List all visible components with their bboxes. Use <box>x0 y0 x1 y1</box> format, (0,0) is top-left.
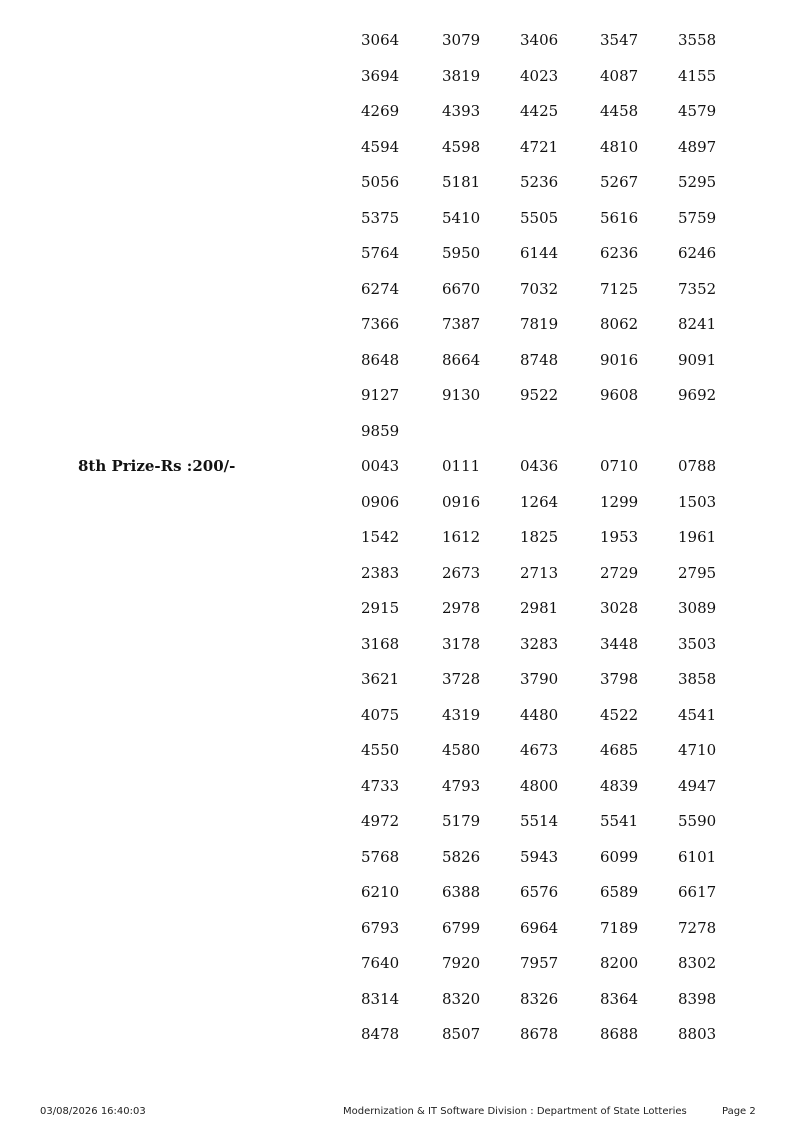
ticket-number: 6099 <box>600 847 639 866</box>
ticket-number: 5943 <box>520 847 559 866</box>
ticket-number: 5514 <box>520 812 559 830</box>
ticket-number: 1503 <box>678 492 717 511</box>
ticket-number: 0043 <box>361 457 400 475</box>
ticket-number: 5410 <box>442 208 481 227</box>
ticket-number: 6964 <box>520 918 559 937</box>
ticket-number: 8320 <box>442 989 481 1008</box>
result-row <box>0 627 800 663</box>
ticket-number: 9091 <box>678 350 717 369</box>
ticket-number: 8648 <box>361 350 400 369</box>
ticket-number: 4810 <box>600 137 639 156</box>
ticket-number: 1264 <box>520 492 559 511</box>
ticket-number: 2795 <box>678 563 717 582</box>
ticket-number: 8688 <box>600 1025 639 1043</box>
ticket-number: 2383 <box>361 563 400 582</box>
ticket-number: 7032 <box>520 279 559 298</box>
ticket-number: 3028 <box>600 599 639 617</box>
ticket-number: 5590 <box>678 812 717 830</box>
ticket-number: 0710 <box>600 457 639 475</box>
result-row <box>0 23 800 59</box>
ticket-number: 6589 <box>600 883 639 901</box>
ticket-number: 4023 <box>520 66 559 85</box>
ticket-number: 4522 <box>600 705 639 724</box>
ticket-number: 1825 <box>520 528 559 546</box>
ticket-number: 8302 <box>678 954 717 972</box>
ticket-number: 9127 <box>361 386 400 404</box>
ticket-number: 1612 <box>442 528 481 546</box>
result-row <box>0 94 800 130</box>
ticket-number: 6210 <box>361 883 400 901</box>
ticket-number: 5505 <box>520 208 559 227</box>
ticket-number: 4598 <box>442 137 481 156</box>
ticket-number: 4972 <box>361 812 400 830</box>
ticket-number: 0111 <box>442 457 481 475</box>
ticket-number: 4897 <box>678 137 717 156</box>
ticket-number: 3079 <box>442 31 481 49</box>
result-row <box>0 769 800 805</box>
ticket-number: 8478 <box>361 1025 400 1043</box>
ticket-number: 8062 <box>600 315 639 333</box>
result-row <box>0 449 800 485</box>
result-row <box>0 698 800 734</box>
ticket-number: 4594 <box>361 137 400 156</box>
ticket-number: 8241 <box>678 315 717 333</box>
ticket-number: 7819 <box>520 315 559 333</box>
ticket-number: 9016 <box>600 350 639 369</box>
ticket-number: 3089 <box>678 599 717 617</box>
ticket-number: 7387 <box>442 315 481 333</box>
ticket-number: 5616 <box>600 208 639 227</box>
ticket-number: 6670 <box>442 279 481 298</box>
ticket-number: 1542 <box>361 528 400 546</box>
ticket-number: 5541 <box>600 812 639 830</box>
result-row <box>0 201 800 237</box>
ticket-number: 8364 <box>600 989 639 1008</box>
ticket-number: 4425 <box>520 102 559 120</box>
ticket-number: 5236 <box>520 173 559 191</box>
ticket-number: 2915 <box>361 599 400 617</box>
ticket-number: 0906 <box>361 492 400 511</box>
result-row <box>0 414 800 450</box>
ticket-number: 6236 <box>600 244 639 262</box>
ticket-number: 4800 <box>520 776 559 795</box>
ticket-number: 3728 <box>442 670 481 688</box>
footer-organization: Modernization & IT Software Division : Department of State Lotteries <box>343 1106 687 1117</box>
ticket-number: 6617 <box>678 883 717 901</box>
ticket-number: 0436 <box>520 457 559 475</box>
result-row <box>0 840 800 876</box>
ticket-number: 4075 <box>361 705 400 724</box>
ticket-number: 0788 <box>678 457 717 475</box>
ticket-number: 5181 <box>442 173 481 191</box>
ticket-number: 2981 <box>520 599 559 617</box>
ticket-number: 5267 <box>600 173 639 191</box>
ticket-number: 5950 <box>442 244 481 262</box>
ticket-number: 4458 <box>600 102 639 120</box>
result-row <box>0 1017 800 1053</box>
result-row <box>0 982 800 1018</box>
ticket-number: 7366 <box>361 315 400 333</box>
ticket-number: 3558 <box>678 31 717 49</box>
ticket-number: 4579 <box>678 102 717 120</box>
ticket-number: 4947 <box>678 776 717 795</box>
ticket-number: 4087 <box>600 66 639 85</box>
result-row <box>0 165 800 201</box>
ticket-number: 5759 <box>678 208 717 227</box>
ticket-number: 8398 <box>678 989 717 1008</box>
ticket-number: 4155 <box>678 66 717 85</box>
ticket-number: 3790 <box>520 670 559 688</box>
ticket-number: 3547 <box>600 31 639 49</box>
ticket-number: 7920 <box>442 954 481 972</box>
ticket-number: 6388 <box>442 883 481 901</box>
result-row <box>0 591 800 627</box>
ticket-number: 3064 <box>361 31 400 49</box>
ticket-number: 9130 <box>442 386 481 404</box>
ticket-number: 4269 <box>361 102 400 120</box>
ticket-number: 5768 <box>361 847 400 866</box>
ticket-number: 4550 <box>361 741 400 759</box>
ticket-number: 5375 <box>361 208 400 227</box>
ticket-number: 4673 <box>520 741 559 759</box>
ticket-number: 0916 <box>442 492 481 511</box>
result-row <box>0 343 800 379</box>
result-row <box>0 662 800 698</box>
prize-number-table <box>0 23 800 1053</box>
ticket-number: 4319 <box>442 705 481 724</box>
ticket-number: 5764 <box>361 244 400 262</box>
ticket-number: 7189 <box>600 918 639 937</box>
footer-datetime: 03/08/2026 16:40:03 <box>40 1106 146 1117</box>
ticket-number: 8664 <box>442 350 481 369</box>
ticket-number: 4580 <box>442 741 481 759</box>
ticket-number: 8507 <box>442 1025 481 1043</box>
result-row <box>0 485 800 521</box>
ticket-number: 4480 <box>520 705 559 724</box>
ticket-number: 4793 <box>442 776 481 795</box>
ticket-number: 4541 <box>678 705 717 724</box>
ticket-number: 9859 <box>361 421 400 440</box>
ticket-number: 3819 <box>442 66 481 85</box>
ticket-number: 9608 <box>600 386 639 404</box>
ticket-number: 3798 <box>600 670 639 688</box>
ticket-number: 9522 <box>520 386 559 404</box>
ticket-number: 2713 <box>520 563 559 582</box>
prize-label: 8th Prize-Rs :200/- <box>78 457 236 475</box>
result-row <box>0 378 800 414</box>
ticket-number: 7957 <box>520 954 559 972</box>
footer-page-number: Page 2 <box>722 1106 756 1117</box>
ticket-number: 8748 <box>520 350 559 369</box>
result-row <box>0 875 800 911</box>
ticket-number: 3406 <box>520 31 559 49</box>
ticket-number: 4685 <box>600 741 639 759</box>
ticket-number: 2673 <box>442 563 481 582</box>
result-row <box>0 59 800 95</box>
ticket-number: 7125 <box>600 279 639 298</box>
ticket-number: 4393 <box>442 102 481 120</box>
ticket-number: 8314 <box>361 989 400 1008</box>
result-row <box>0 272 800 308</box>
ticket-number: 7278 <box>678 918 717 937</box>
ticket-number: 4721 <box>520 137 559 156</box>
result-row <box>0 307 800 343</box>
ticket-number: 6246 <box>678 244 717 262</box>
ticket-number: 4839 <box>600 776 639 795</box>
ticket-number: 3694 <box>361 66 400 85</box>
ticket-number: 3621 <box>361 670 400 688</box>
ticket-number: 6576 <box>520 883 559 901</box>
ticket-number: 3503 <box>678 634 717 653</box>
ticket-number: 7640 <box>361 954 400 972</box>
ticket-number: 6793 <box>361 918 400 937</box>
result-row <box>0 733 800 769</box>
ticket-number: 6144 <box>520 244 559 262</box>
ticket-number: 8803 <box>678 1025 717 1043</box>
result-row <box>0 556 800 592</box>
ticket-number: 5179 <box>442 812 481 830</box>
ticket-number: 6274 <box>361 279 400 298</box>
ticket-number: 9692 <box>678 386 717 404</box>
result-row <box>0 804 800 840</box>
result-row <box>0 946 800 982</box>
ticket-number: 1961 <box>678 528 717 546</box>
ticket-number: 8678 <box>520 1025 559 1043</box>
ticket-number: 5295 <box>678 173 717 191</box>
ticket-number: 5826 <box>442 847 481 866</box>
ticket-number: 5056 <box>361 173 400 191</box>
result-row <box>0 130 800 166</box>
result-row <box>0 236 800 272</box>
ticket-number: 4710 <box>678 741 717 759</box>
ticket-number: 6799 <box>442 918 481 937</box>
result-row <box>0 520 800 556</box>
ticket-number: 1299 <box>600 492 639 511</box>
ticket-number: 4733 <box>361 776 400 795</box>
ticket-number: 8200 <box>600 954 639 972</box>
ticket-number: 1953 <box>600 528 639 546</box>
ticket-number: 3178 <box>442 634 481 653</box>
ticket-number: 3283 <box>520 634 559 653</box>
ticket-number: 6101 <box>678 847 717 866</box>
ticket-number: 3448 <box>600 634 639 653</box>
ticket-number: 3858 <box>678 670 717 688</box>
ticket-number: 8326 <box>520 989 559 1008</box>
ticket-number: 2729 <box>600 563 639 582</box>
ticket-number: 3168 <box>361 634 400 653</box>
ticket-number: 2978 <box>442 599 481 617</box>
result-row <box>0 911 800 947</box>
ticket-number: 7352 <box>678 279 717 298</box>
